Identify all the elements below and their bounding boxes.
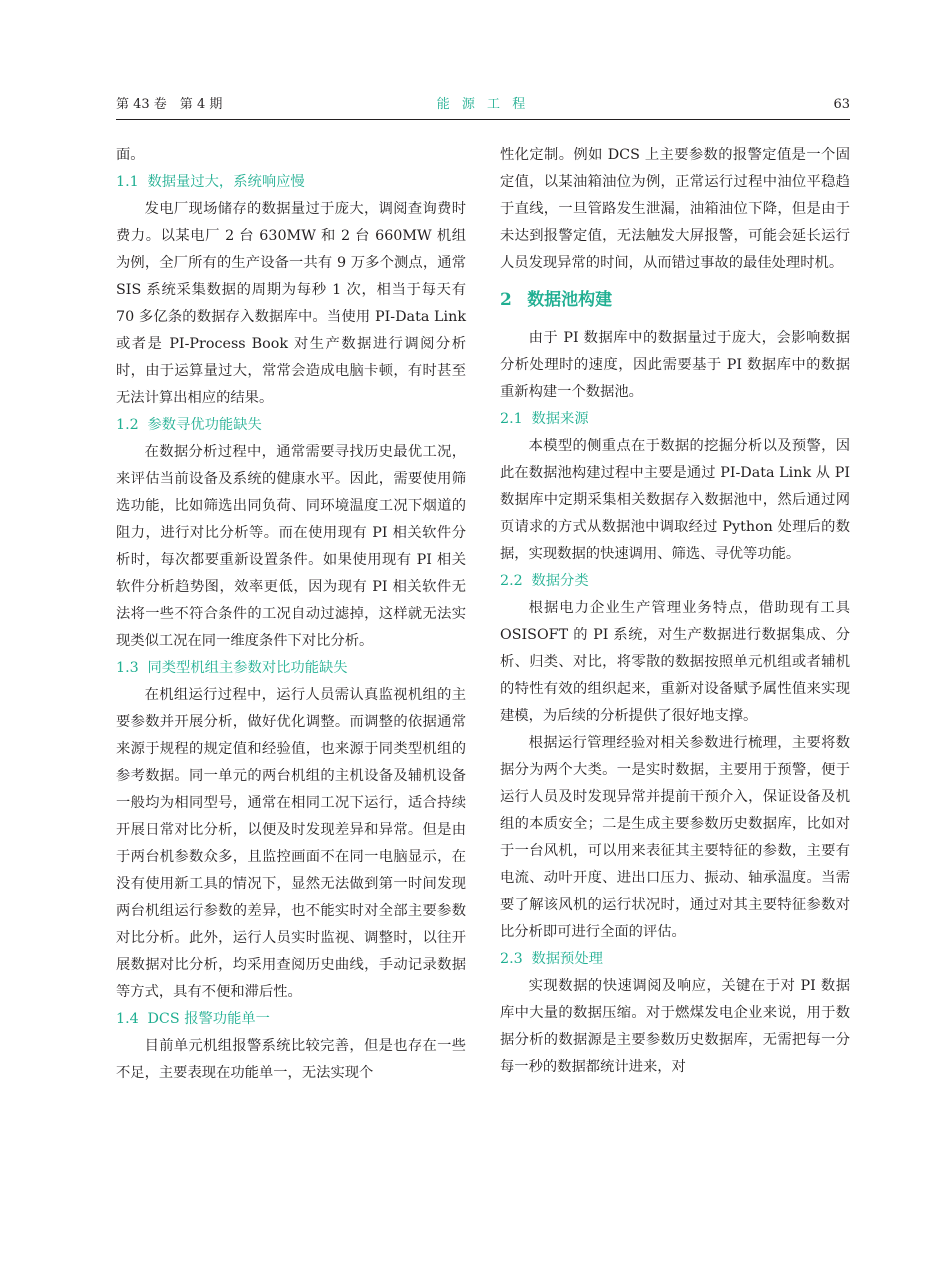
section-number: 1.2 bbox=[116, 417, 139, 433]
section-number: 1.3 bbox=[116, 660, 139, 676]
section-title: 数据量过大，系统响应慢 bbox=[147, 174, 305, 190]
volume-issue: 第 43 卷 第 4 期 bbox=[116, 97, 223, 112]
section-heading-2-3 bbox=[500, 946, 850, 973]
section-number: 1.4 bbox=[116, 1011, 139, 1027]
paragraph: 性化定制。例如 DCS 上主要参数的报警定值是一个固定值，以某油箱油位为例，正常运行过程中油位平稳趋于直线，一旦管路发生泄漏，油箱油位下降，但是由于未达到报警定值，无法触发大屏报警，可能会延长运行人员发现异常的时间，从而错过事故的最佳处理时机。 bbox=[500, 147, 850, 271]
section-title: 参数寻优功能缺失 bbox=[147, 417, 262, 433]
section-heading-1-1 bbox=[116, 169, 466, 196]
section-title: 数据预处理 bbox=[531, 951, 603, 967]
section-number: 1.1 bbox=[116, 174, 139, 190]
section-number: 2 bbox=[500, 290, 512, 310]
paragraph: 目前单元机组报警系统比较完善，但是也存在一些不足，主要表现在功能单一，无法实现个 bbox=[116, 1038, 466, 1081]
journal-title: 能 源 工 程 bbox=[436, 97, 530, 112]
paragraph: 发电厂现场储存的数据量过于庞大，调阅查询费时费力。以某电厂 2 台 630MW 和 2 台 660MW 机组为例，全厂所有的生产设备一共有 9 万多个测点，通常 SIS 系统采集数据的周期为每秒 1 次，相当于每天有 70 多亿条的数据存入数据库中。当使用 PI-Data Link 或者是 PI-Process Book 对生产数据进行调阅分析时，由于运算量过大，常常会造成电脑卡顿，有时甚至无法计算出相应的结果。 bbox=[116, 201, 466, 406]
section-heading-2-2 bbox=[500, 568, 850, 595]
paragraph: 面。 bbox=[116, 147, 145, 163]
section-heading-2 bbox=[500, 283, 850, 317]
paragraph: 根据电力企业生产管理业务特点，借助现有工具 OSISOFT 的 PI 系统，对生产数据进行数据集成、分析、归类、对比，将零散的数据按照单元机组或者辅机的特性有效的组织起来，重新对设备赋予属性值来实现建模，为后续的分析提供了很好地支撑。 bbox=[500, 600, 850, 724]
paragraph: 由于 PI 数据库中的数据量过于庞大，会影响数据分析处理时的速度，因此需要基于 PI 数据库中的数据重新构建一个数据池。 bbox=[500, 330, 850, 400]
page-header bbox=[116, 94, 850, 116]
section-heading-1-4 bbox=[116, 1006, 466, 1033]
section-heading-1-2 bbox=[116, 412, 466, 439]
paragraph: 本模型的侧重点在于数据的挖掘分析以及预警，因此在数据池构建过程中主要是通过 PI-Data Link 从 PI 数据库中定期采集相关数据存入数据池中，然后通过网页请求的方式从数据池中调取经过 Python 处理后的数据，实现数据的快速调用、筛选、寻优等功能。 bbox=[500, 438, 850, 562]
section-title: 数据池构建 bbox=[527, 290, 613, 310]
paragraph: 在数据分析过程中，通常需要寻找历史最优工况，来评估当前设备及系统的健康水平。因此，需要使用筛选功能，比如筛选出同负荷、同环境温度工况下烟道的阻力，进行对比分析等。而在使用现有 PI 相关软件分析时，每次都要重新设置条件。如果使用现有 PI 相关软件分析趋势图，效率更低，因为现有 PI 相关软件无法将一些不符合条件的工况自动过滤掉，这样就无法实现类似工况在同一维度条件下对比分析。 bbox=[116, 444, 466, 649]
section-number: 2.1 bbox=[500, 411, 523, 427]
paragraph: 根据运行管理经验对相关参数进行梳理，主要将数据分为两个大类。一是实时数据，主要用于预警，便于运行人员及时发现异常并提前干预介入，保证设备及机组的本质安全；二是生成主要参数历史数据库，比如对于一台风机，可以用来表征其主要特征的参数，主要有电流、动叶开度、进出口压力、振动、轴承温度。当需要了解该风机的运行状况时，通过对其主要特征参数对比分析即可进行全面的评估。 bbox=[500, 735, 850, 940]
section-heading-2-1 bbox=[500, 406, 850, 433]
left-column bbox=[116, 142, 466, 1087]
section-title: 同类型机组主参数对比功能缺失 bbox=[147, 660, 348, 676]
section-heading-1-3 bbox=[116, 655, 466, 682]
section-title: 数据来源 bbox=[531, 411, 589, 427]
paragraph: 实现数据的快速调阅及响应，关键在于对 PI 数据库中大量的数据压缩。对于燃煤发电企业来说，用于数据分析的数据源是主要参数历史数据库，无需把每一分每一秒的数据都统计进来，对 bbox=[500, 978, 850, 1075]
page-number: 63 bbox=[833, 97, 850, 112]
section-number: 2.2 bbox=[500, 573, 523, 589]
paragraph: 在机组运行过程中，运行人员需认真监视机组的主要参数并开展分析，做好优化调整。而调整的依据通常来源于规程的规定值和经验值，也来源于同类型机组的参考数据。同一单元的两台机组的主机设备及辅机设备一般均为相同型号，通常在相同工况下运行，适合持续开展日常对比分析，以便及时发现差异和异常。但是由于两台机参数众多，且监控画面不在同一电脑显示，在没有使用新工具的情况下，显然无法做到第一时间发现两台机组运行参数的差异，也不能实时对全部主要参数对比分析。此外，运行人员实时监视、调整时，以往开展数据对比分析，均采用查阅历史曲线，手动记录数据等方式，具有不便和滞后性。 bbox=[116, 687, 466, 1000]
header-divider bbox=[116, 119, 850, 120]
section-title: DCS 报警功能单一 bbox=[147, 1011, 270, 1027]
section-number: 2.3 bbox=[500, 951, 523, 967]
right-column bbox=[500, 142, 850, 1081]
section-title: 数据分类 bbox=[531, 573, 589, 589]
